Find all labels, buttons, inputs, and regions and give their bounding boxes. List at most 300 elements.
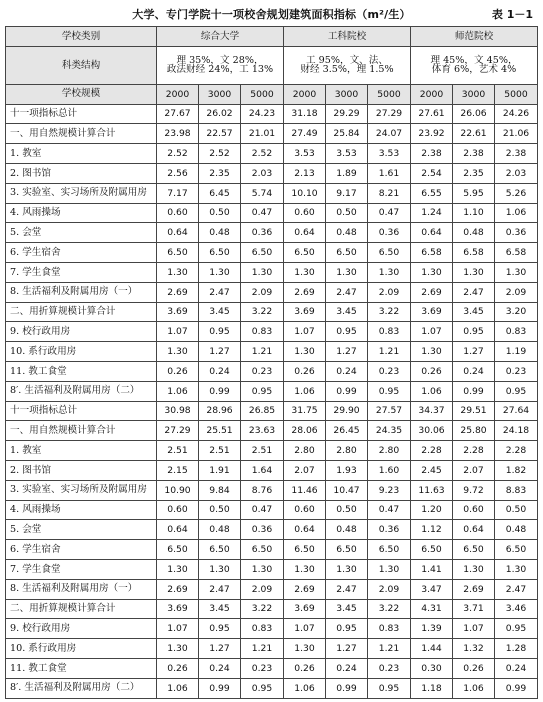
value-cell: 2.13: [284, 163, 326, 183]
value-cell: 2.03: [241, 163, 284, 183]
value-cell: 1.06: [411, 381, 453, 401]
value-cell: 1.30: [284, 262, 326, 282]
value-cell: 0.64: [157, 520, 199, 540]
value-cell: 6.58: [495, 243, 538, 263]
scale-cell: 3000: [326, 84, 368, 104]
value-cell: 0.24: [453, 361, 495, 381]
value-cell: 2.38: [453, 144, 495, 164]
value-cell: 6.50: [199, 540, 241, 560]
structure-normal: 理 45%，文 45%， 体育 6%，艺术 4%: [411, 46, 538, 84]
value-cell: 0.64: [411, 223, 453, 243]
value-cell: 2.28: [453, 441, 495, 461]
value-cell: 24.35: [368, 421, 411, 441]
value-cell: 0.95: [368, 678, 411, 698]
value-cell: 2.47: [199, 282, 241, 302]
value-cell: 0.99: [199, 678, 241, 698]
value-cell: 6.50: [368, 540, 411, 560]
scale-cell: 5000: [241, 84, 284, 104]
row-label: 十一项指标总计: [6, 401, 157, 421]
value-cell: 0.95: [326, 322, 368, 342]
value-cell: 11.63: [411, 480, 453, 500]
value-cell: 0.83: [495, 322, 538, 342]
value-cell: 0.47: [368, 203, 411, 223]
value-cell: 2.28: [411, 441, 453, 461]
scale-cell: 3000: [199, 84, 241, 104]
value-cell: 26.45: [326, 421, 368, 441]
value-cell: 2.28: [495, 441, 538, 461]
value-cell: 25.51: [199, 421, 241, 441]
value-cell: 1.64: [241, 460, 284, 480]
value-cell: 27.64: [495, 401, 538, 421]
value-cell: 23.63: [241, 421, 284, 441]
value-cell: 9.72: [453, 480, 495, 500]
value-cell: 2.69: [157, 282, 199, 302]
scale-cell: 3000: [453, 84, 495, 104]
value-cell: 1.07: [453, 619, 495, 639]
value-cell: 0.24: [199, 658, 241, 678]
table-row: [6, 421, 538, 441]
value-cell: 1.06: [453, 678, 495, 698]
scale-cell: 2000: [284, 84, 326, 104]
value-cell: 2.35: [453, 163, 495, 183]
scale-cell: 5000: [368, 84, 411, 104]
row-label: 1. 教室: [6, 144, 157, 164]
table-row: [6, 302, 538, 322]
value-cell: 0.36: [368, 223, 411, 243]
value-cell: 1.30: [284, 639, 326, 659]
value-cell: 1.91: [199, 460, 241, 480]
value-cell: 1.30: [326, 262, 368, 282]
value-cell: 25.80: [453, 421, 495, 441]
type-comprehensive: 综合大学: [157, 27, 284, 47]
row-label: 一、用自然规模计算合计: [6, 421, 157, 441]
type-normal: 师范院校: [411, 27, 538, 47]
value-cell: 1.30: [495, 262, 538, 282]
value-cell: 6.55: [411, 183, 453, 203]
row-label: 10. 系行政用房: [6, 342, 157, 362]
value-cell: 23.98: [157, 124, 199, 144]
value-cell: 0.64: [157, 223, 199, 243]
value-cell: 3.69: [284, 599, 326, 619]
value-cell: 1.30: [284, 559, 326, 579]
value-cell: 2.52: [157, 144, 199, 164]
value-cell: 31.75: [284, 401, 326, 421]
table-row: [6, 124, 538, 144]
value-cell: 6.50: [241, 243, 284, 263]
table-row: [6, 262, 538, 282]
value-cell: 0.47: [241, 500, 284, 520]
value-cell: 5.26: [495, 183, 538, 203]
row-label: 8. 生活福利及附属用房（一）: [6, 282, 157, 302]
value-cell: 1.61: [368, 163, 411, 183]
value-cell: 6.50: [368, 243, 411, 263]
value-cell: 0.95: [453, 322, 495, 342]
type-engineering: 工科院校: [284, 27, 411, 47]
header-row-structure: [6, 46, 538, 84]
value-cell: 0.48: [495, 520, 538, 540]
value-cell: 1.07: [284, 619, 326, 639]
value-cell: 1.12: [411, 520, 453, 540]
area-index-table: [5, 26, 538, 699]
value-cell: 0.36: [368, 520, 411, 540]
value-cell: 2.47: [453, 282, 495, 302]
row-label: 7. 学生食堂: [6, 262, 157, 282]
value-cell: 1.06: [284, 678, 326, 698]
value-cell: 0.50: [199, 203, 241, 223]
value-cell: 1.30: [157, 342, 199, 362]
value-cell: 0.26: [157, 361, 199, 381]
value-cell: 0.48: [453, 223, 495, 243]
row-label: 5. 会堂: [6, 223, 157, 243]
header-row-type: [6, 27, 538, 47]
value-cell: 0.47: [368, 500, 411, 520]
value-cell: 1.30: [411, 262, 453, 282]
value-cell: 0.60: [157, 203, 199, 223]
value-cell: 21.01: [241, 124, 284, 144]
table-row: [6, 361, 538, 381]
value-cell: 5.95: [453, 183, 495, 203]
value-cell: 3.69: [284, 302, 326, 322]
value-cell: 3.22: [368, 599, 411, 619]
row-label: 4. 风雨操场: [6, 500, 157, 520]
value-cell: 2.52: [241, 144, 284, 164]
value-cell: 0.23: [241, 658, 284, 678]
value-cell: 0.99: [326, 678, 368, 698]
scale-cell: 5000: [495, 84, 538, 104]
value-cell: 2.47: [326, 282, 368, 302]
value-cell: 2.15: [157, 460, 199, 480]
value-cell: 0.64: [284, 520, 326, 540]
value-cell: 6.50: [199, 243, 241, 263]
value-cell: 6.50: [326, 540, 368, 560]
value-cell: 1.27: [453, 342, 495, 362]
value-cell: 28.96: [199, 401, 241, 421]
value-cell: 24.23: [241, 104, 284, 124]
value-cell: 1.82: [495, 460, 538, 480]
value-cell: 31.18: [284, 104, 326, 124]
table-row: [6, 441, 538, 461]
value-cell: 2.09: [241, 579, 284, 599]
row-label: 6. 学生宿舍: [6, 540, 157, 560]
table-row: [6, 243, 538, 263]
value-cell: 1.07: [284, 322, 326, 342]
value-cell: 0.60: [157, 500, 199, 520]
value-cell: 2.80: [326, 441, 368, 461]
value-cell: 6.50: [241, 540, 284, 560]
value-cell: 0.60: [284, 203, 326, 223]
value-cell: 1.30: [241, 559, 284, 579]
value-cell: 2.38: [411, 144, 453, 164]
value-cell: 1.32: [453, 639, 495, 659]
value-cell: 1.06: [157, 678, 199, 698]
value-cell: 1.07: [157, 619, 199, 639]
value-cell: 0.50: [326, 500, 368, 520]
value-cell: 0.60: [284, 500, 326, 520]
table-row: [6, 163, 538, 183]
value-cell: 0.95: [495, 381, 538, 401]
value-cell: 1.89: [326, 163, 368, 183]
value-cell: 25.84: [326, 124, 368, 144]
value-cell: 6.50: [284, 540, 326, 560]
value-cell: 2.51: [241, 441, 284, 461]
value-cell: 1.93: [326, 460, 368, 480]
value-cell: 2.56: [157, 163, 199, 183]
value-cell: 0.99: [199, 381, 241, 401]
row-label: 9. 校行政用房: [6, 322, 157, 342]
table-row: [6, 342, 538, 362]
value-cell: 6.50: [495, 540, 538, 560]
header-row-scale: [6, 84, 538, 104]
value-cell: 0.83: [368, 322, 411, 342]
value-cell: 0.26: [453, 658, 495, 678]
value-cell: 11.46: [284, 480, 326, 500]
value-cell: 1.30: [495, 559, 538, 579]
value-cell: 3.53: [326, 144, 368, 164]
value-cell: 6.45: [199, 183, 241, 203]
row-label: 二、用折算规模计算合计: [6, 599, 157, 619]
value-cell: 3.47: [411, 579, 453, 599]
row-label: 11. 教工食堂: [6, 658, 157, 678]
value-cell: 2.51: [199, 441, 241, 461]
value-cell: 2.69: [284, 579, 326, 599]
structure-label: 科类结构: [6, 46, 157, 84]
scale-cell: 2000: [157, 84, 199, 104]
value-cell: 0.23: [495, 361, 538, 381]
value-cell: 0.36: [495, 223, 538, 243]
value-cell: 0.26: [284, 658, 326, 678]
value-cell: 1.60: [368, 460, 411, 480]
value-cell: 1.30: [368, 262, 411, 282]
value-cell: 3.22: [241, 599, 284, 619]
value-cell: 1.30: [411, 342, 453, 362]
row-label: 5. 会堂: [6, 520, 157, 540]
value-cell: 1.06: [495, 203, 538, 223]
value-cell: 2.80: [368, 441, 411, 461]
value-cell: 0.99: [326, 381, 368, 401]
value-cell: 0.48: [199, 520, 241, 540]
row-label: 6. 学生宿舍: [6, 243, 157, 263]
value-cell: 4.31: [411, 599, 453, 619]
value-cell: 6.58: [453, 243, 495, 263]
row-label: 十一项指标总计: [6, 104, 157, 124]
table-row: [6, 144, 538, 164]
value-cell: 0.83: [241, 619, 284, 639]
value-cell: 1.27: [199, 342, 241, 362]
value-cell: 1.30: [199, 559, 241, 579]
value-cell: 29.51: [453, 401, 495, 421]
value-cell: 22.61: [453, 124, 495, 144]
value-cell: 28.06: [284, 421, 326, 441]
value-cell: 2.45: [411, 460, 453, 480]
value-cell: 0.99: [453, 381, 495, 401]
value-cell: 0.64: [284, 223, 326, 243]
value-cell: 0.50: [199, 500, 241, 520]
value-cell: 2.03: [495, 163, 538, 183]
value-cell: 1.30: [453, 559, 495, 579]
row-label: 8. 生活福利及附属用房（一）: [6, 579, 157, 599]
value-cell: 24.26: [495, 104, 538, 124]
value-cell: 1.06: [284, 381, 326, 401]
row-label: 8′. 生活福利及附属用房（二）: [6, 678, 157, 698]
table-row: [6, 520, 538, 540]
value-cell: 2.80: [284, 441, 326, 461]
value-cell: 24.07: [368, 124, 411, 144]
row-label: 11. 教工食堂: [6, 361, 157, 381]
value-cell: 7.17: [157, 183, 199, 203]
value-cell: 2.35: [199, 163, 241, 183]
value-cell: 0.50: [495, 500, 538, 520]
value-cell: 23.92: [411, 124, 453, 144]
value-cell: 0.60: [453, 500, 495, 520]
table-row: [6, 579, 538, 599]
table-number: 表 1－1: [491, 8, 533, 21]
value-cell: 0.26: [411, 361, 453, 381]
row-label: 4. 风雨操场: [6, 203, 157, 223]
value-cell: 0.26: [284, 361, 326, 381]
row-label: 2. 图书馆: [6, 163, 157, 183]
value-cell: 26.85: [241, 401, 284, 421]
value-cell: 2.69: [157, 579, 199, 599]
value-cell: 10.10: [284, 183, 326, 203]
value-cell: 2.09: [368, 579, 411, 599]
value-cell: 0.23: [241, 361, 284, 381]
value-cell: 3.22: [368, 302, 411, 322]
value-cell: 6.50: [453, 540, 495, 560]
value-cell: 6.50: [411, 540, 453, 560]
structure-comprehensive: 理 35%，文 28%， 政法财经 24%，工 13%: [157, 46, 284, 84]
row-label: 1. 教室: [6, 441, 157, 461]
table-row: [6, 500, 538, 520]
value-cell: 0.95: [199, 322, 241, 342]
row-label: 2. 图书馆: [6, 460, 157, 480]
value-cell: 0.95: [326, 619, 368, 639]
value-cell: 0.95: [241, 381, 284, 401]
value-cell: 3.53: [284, 144, 326, 164]
value-cell: 0.95: [241, 678, 284, 698]
value-cell: 27.57: [368, 401, 411, 421]
value-cell: 0.83: [368, 619, 411, 639]
value-cell: 3.20: [495, 302, 538, 322]
value-cell: 3.53: [368, 144, 411, 164]
value-cell: 1.10: [453, 203, 495, 223]
row-label: 7. 学生食堂: [6, 559, 157, 579]
table-row: [6, 203, 538, 223]
value-cell: 0.24: [326, 361, 368, 381]
value-cell: 0.64: [453, 520, 495, 540]
value-cell: 30.98: [157, 401, 199, 421]
value-cell: 1.30: [241, 262, 284, 282]
value-cell: 2.47: [326, 579, 368, 599]
value-cell: 1.41: [411, 559, 453, 579]
value-cell: 1.30: [157, 262, 199, 282]
table-row: [6, 658, 538, 678]
value-cell: 3.71: [453, 599, 495, 619]
value-cell: 27.29: [368, 104, 411, 124]
value-cell: 6.50: [326, 243, 368, 263]
table-row: [6, 381, 538, 401]
value-cell: 2.47: [199, 579, 241, 599]
value-cell: 27.29: [157, 421, 199, 441]
value-cell: 0.36: [241, 223, 284, 243]
value-cell: 8.76: [241, 480, 284, 500]
value-cell: 3.45: [326, 302, 368, 322]
value-cell: 1.07: [411, 322, 453, 342]
value-cell: 2.52: [199, 144, 241, 164]
value-cell: 0.48: [199, 223, 241, 243]
value-cell: 1.27: [326, 342, 368, 362]
value-cell: 1.30: [453, 262, 495, 282]
table-row: [6, 282, 538, 302]
value-cell: 6.58: [411, 243, 453, 263]
value-cell: 0.95: [495, 619, 538, 639]
row-label: 10. 系行政用房: [6, 639, 157, 659]
value-cell: 6.50: [157, 243, 199, 263]
row-label: 一、用自然规模计算合计: [6, 124, 157, 144]
value-cell: 0.26: [157, 658, 199, 678]
value-cell: 1.27: [326, 639, 368, 659]
table-row: [6, 183, 538, 203]
value-cell: 1.21: [241, 342, 284, 362]
value-cell: 0.24: [495, 658, 538, 678]
table-row: [6, 460, 538, 480]
table-row: [6, 223, 538, 243]
value-cell: 3.22: [241, 302, 284, 322]
value-cell: 1.07: [157, 322, 199, 342]
value-cell: 27.49: [284, 124, 326, 144]
value-cell: 1.44: [411, 639, 453, 659]
scale-cell: 2000: [411, 84, 453, 104]
table-title: 大学、专门学院十一项校舍规划建筑面积指标（m²/生）: [132, 8, 411, 21]
value-cell: 1.30: [157, 559, 199, 579]
value-cell: 10.90: [157, 480, 199, 500]
value-cell: 0.95: [199, 619, 241, 639]
value-cell: 1.24: [411, 203, 453, 223]
value-cell: 3.69: [157, 599, 199, 619]
table-row: [6, 322, 538, 342]
value-cell: 0.95: [368, 381, 411, 401]
table-row: [6, 480, 538, 500]
value-cell: 6.50: [157, 540, 199, 560]
value-cell: 0.36: [241, 520, 284, 540]
value-cell: 2.09: [241, 282, 284, 302]
value-cell: 26.06: [453, 104, 495, 124]
value-cell: 2.38: [495, 144, 538, 164]
value-cell: 1.21: [241, 639, 284, 659]
table-row: [6, 104, 538, 124]
table-row: [6, 639, 538, 659]
scale-label: 学校规模: [6, 84, 157, 104]
table-body: [6, 27, 538, 699]
value-cell: 0.48: [326, 223, 368, 243]
value-cell: 0.99: [495, 678, 538, 698]
value-cell: 9.17: [326, 183, 368, 203]
value-cell: 9.84: [199, 480, 241, 500]
value-cell: 1.18: [411, 678, 453, 698]
value-cell: 1.06: [157, 381, 199, 401]
table-row: [6, 540, 538, 560]
row-label: 二、用折算规模计算合计: [6, 302, 157, 322]
value-cell: 1.21: [368, 342, 411, 362]
value-cell: 3.45: [453, 302, 495, 322]
value-cell: 1.28: [495, 639, 538, 659]
value-cell: 34.37: [411, 401, 453, 421]
value-cell: 0.48: [326, 520, 368, 540]
value-cell: 8.21: [368, 183, 411, 203]
value-cell: 0.30: [411, 658, 453, 678]
value-cell: 2.69: [453, 579, 495, 599]
value-cell: 29.90: [326, 401, 368, 421]
value-cell: 2.07: [284, 460, 326, 480]
